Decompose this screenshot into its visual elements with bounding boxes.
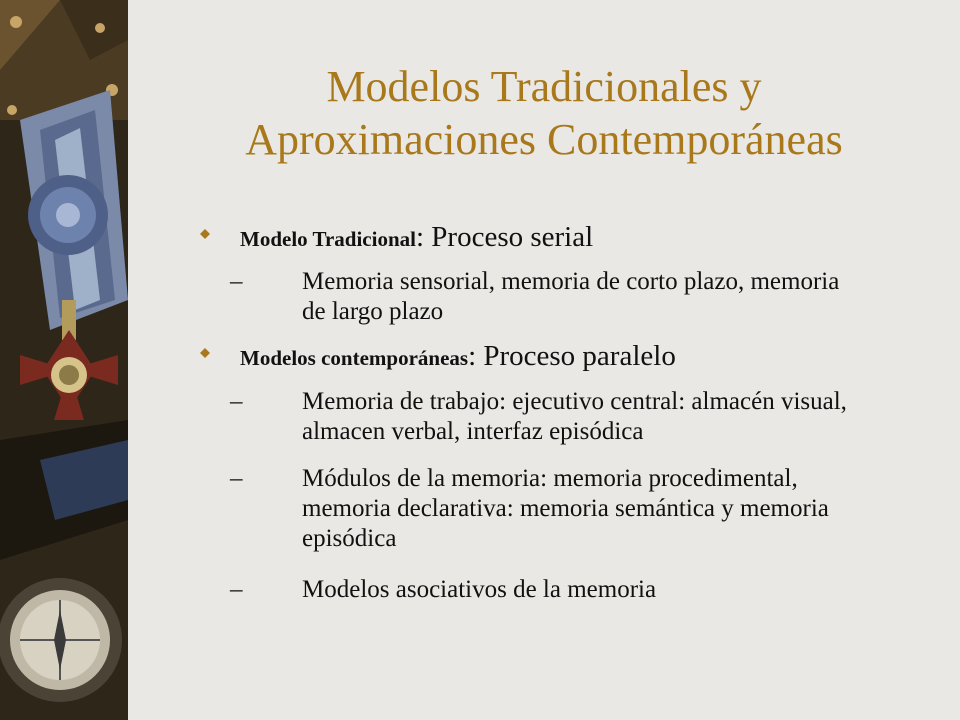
diamond-bullet-icon bbox=[200, 229, 210, 239]
sub-item-line: memoria declarativa: memoria semántica y memoria bbox=[302, 495, 829, 522]
sub-item-line: almacen verbal, interfaz episódica bbox=[302, 418, 644, 445]
bullet-rest: : Proceso paralelo bbox=[468, 340, 676, 372]
sub-item-line: Módulos de la memoria: memoria procedimental, bbox=[302, 465, 798, 492]
title-line-2: Aproximaciones Contemporáneas bbox=[245, 115, 843, 164]
dash-marker: – bbox=[230, 576, 243, 603]
slide bbox=[128, 0, 960, 720]
dash-marker: – bbox=[230, 465, 243, 492]
decorative-photo-strip bbox=[0, 0, 128, 720]
sub-item-line: episódica bbox=[302, 525, 397, 552]
dash-marker: – bbox=[230, 268, 243, 295]
bullet-list bbox=[128, 0, 960, 720]
bullet-lead: Modelo Tradicional bbox=[240, 227, 416, 251]
bullet-lead: Modelos contemporáneas bbox=[240, 346, 469, 370]
sub-item-line: Memoria sensorial, memoria de corto plazo, memoria bbox=[302, 268, 840, 295]
bullet-rest: : Proceso serial bbox=[415, 221, 594, 253]
diamond-bullet-icon bbox=[200, 348, 210, 358]
sub-item-line: Modelos asociativos de la memoria bbox=[302, 576, 657, 603]
sub-item-line: Memoria de trabajo: ejecutivo central: almacén visual, bbox=[302, 388, 847, 415]
sub-item-line: de largo plazo bbox=[302, 298, 444, 325]
title-line-1: Modelos Tradicionales y bbox=[326, 62, 762, 111]
medal-compass-illustration bbox=[0, 0, 128, 720]
dash-marker: – bbox=[230, 388, 243, 415]
